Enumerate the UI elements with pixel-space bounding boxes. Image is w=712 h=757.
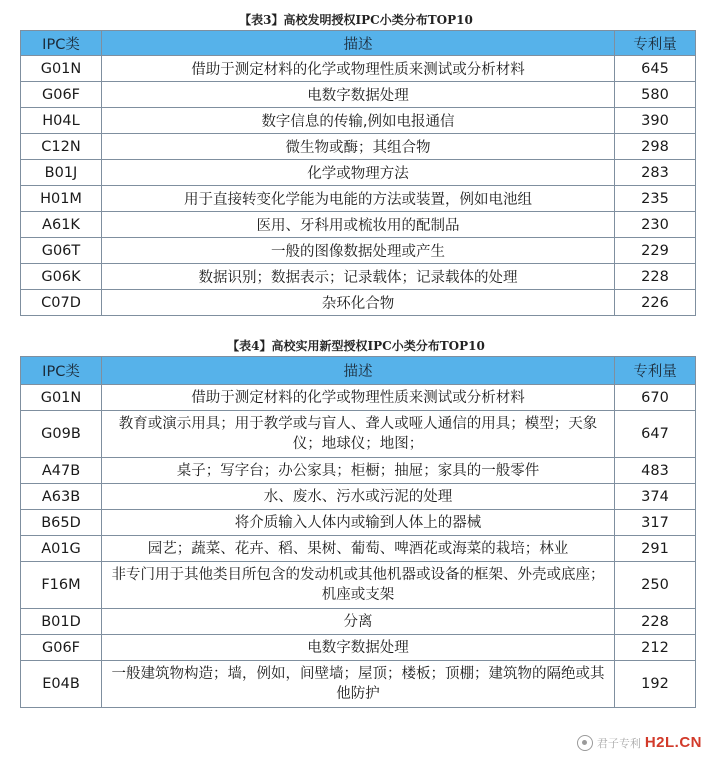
cell-desc: 分离 [102, 609, 615, 635]
table4-caption: 【表4】高校实用新型授权IPC小类分布TOP10 [227, 339, 485, 353]
cell-ipc: B01D [21, 609, 102, 635]
table-row [21, 411, 696, 458]
cell-count: 670 [615, 385, 696, 411]
cell-desc: 电数字数据处理 [102, 82, 615, 108]
table-row [21, 290, 696, 316]
table-row [21, 458, 696, 484]
table-row [21, 510, 696, 536]
table-row [21, 160, 696, 186]
cell-count: 390 [615, 108, 696, 134]
header-desc: 描述 [102, 31, 615, 56]
table-row [21, 609, 696, 635]
cell-count: 212 [615, 635, 696, 661]
cell-ipc: G01N [21, 385, 102, 411]
cell-desc: 桌子；写字台；办公家具；柜橱；抽屉；家具的一般零件 [102, 458, 615, 484]
table-row [21, 385, 696, 411]
header-ipc: IPC类 [21, 357, 102, 385]
table3-caption: 【表3】高校发明授权IPC小类分布TOP10 [239, 13, 473, 27]
cell-desc: 园艺；蔬菜、花卉、稻、果树、葡萄、啤酒花或海菜的栽培；林业 [102, 536, 615, 562]
cell-desc: 教育或演示用具；用于教学或与盲人、聋人或哑人通信的用具；模型；天象仪；地球仪；地图； [102, 411, 615, 458]
cell-desc: 将介质输入人体内或输到人体上的器械 [102, 510, 615, 536]
cell-desc: 借助于测定材料的化学或物理性质来测试或分析材料 [102, 56, 615, 82]
cell-count: 229 [615, 238, 696, 264]
cell-count: 228 [615, 609, 696, 635]
cell-ipc: G06F [21, 82, 102, 108]
table-row [21, 82, 696, 108]
table-row [21, 536, 696, 562]
cell-ipc: F16M [21, 562, 102, 609]
cell-desc: 数据识别；数据表示；记录载体；记录载体的处理 [102, 264, 615, 290]
cell-count: 317 [615, 510, 696, 536]
cell-desc: 非专门用于其他类目所包含的发动机或其他机器或设备的框架、外壳或底座；机座或支架 [102, 562, 615, 609]
table-row [21, 134, 696, 160]
watermark-brand: H2L.CN [644, 734, 702, 751]
cell-desc: 一般的图像数据处理或产生 [102, 238, 615, 264]
cell-desc: 电数字数据处理 [102, 635, 615, 661]
table-row [21, 108, 696, 134]
cell-count: 228 [615, 264, 696, 290]
table3 [20, 30, 696, 316]
header-count: 专利量 [615, 31, 696, 56]
cell-ipc: A47B [21, 458, 102, 484]
table-row [21, 186, 696, 212]
cell-desc: 医用、牙科用或梳妆用的配制品 [102, 212, 615, 238]
cell-count: 647 [615, 411, 696, 458]
cell-count: 483 [615, 458, 696, 484]
cell-desc: 杂环化合物 [102, 290, 615, 316]
cell-ipc: A63B [21, 484, 102, 510]
cell-count: 283 [615, 160, 696, 186]
cell-ipc: A01G [21, 536, 102, 562]
wechat-logo-icon [577, 735, 593, 751]
cell-desc: 一般建筑物构造；墙，例如，间壁墙；屋顶；楼板；顶棚；建筑物的隔绝或其他防护 [102, 661, 615, 708]
header-desc: 描述 [102, 357, 615, 385]
cell-ipc: C07D [21, 290, 102, 316]
cell-count: 580 [615, 82, 696, 108]
table-row [21, 238, 696, 264]
cell-ipc: A61K [21, 212, 102, 238]
cell-count: 291 [615, 536, 696, 562]
header-count: 专利量 [615, 357, 696, 385]
table-row [21, 212, 696, 238]
cell-ipc: C12N [21, 134, 102, 160]
cell-desc: 用于直接转变化学能为电能的方法或装置，例如电池组 [102, 186, 615, 212]
cell-desc: 化学或物理方法 [102, 160, 615, 186]
cell-count: 298 [615, 134, 696, 160]
cell-ipc: G09B [21, 411, 102, 458]
table-row [21, 635, 696, 661]
table-row [21, 661, 696, 708]
cell-count: 230 [615, 212, 696, 238]
cell-ipc: B65D [21, 510, 102, 536]
table-row [21, 562, 696, 609]
watermark-text: 君子专利 [596, 736, 641, 750]
cell-count: 226 [615, 290, 696, 316]
cell-desc: 水、废水、污水或污泥的处理 [102, 484, 615, 510]
cell-desc: 数字信息的传输,例如电报通信 [102, 108, 615, 134]
cell-count: 250 [615, 562, 696, 609]
cell-ipc: G06T [21, 238, 102, 264]
cell-count: 192 [615, 661, 696, 708]
cell-ipc: H04L [21, 108, 102, 134]
watermark [577, 734, 702, 751]
cell-count: 235 [615, 186, 696, 212]
table-row [21, 56, 696, 82]
table-row [21, 484, 696, 510]
cell-count: 645 [615, 56, 696, 82]
cell-desc: 借助于测定材料的化学或物理性质来测试或分析材料 [102, 385, 615, 411]
cell-ipc: H01M [21, 186, 102, 212]
cell-desc: 微生物或酶；其组合物 [102, 134, 615, 160]
cell-count: 374 [615, 484, 696, 510]
table4-header-row [21, 357, 696, 385]
table4 [20, 356, 696, 708]
cell-ipc: G06F [21, 635, 102, 661]
cell-ipc: E04B [21, 661, 102, 708]
table-row [21, 264, 696, 290]
table3-header-row [21, 31, 696, 56]
cell-ipc: B01J [21, 160, 102, 186]
header-ipc: IPC类 [21, 31, 102, 56]
cell-ipc: G06K [21, 264, 102, 290]
cell-ipc: G01N [21, 56, 102, 82]
